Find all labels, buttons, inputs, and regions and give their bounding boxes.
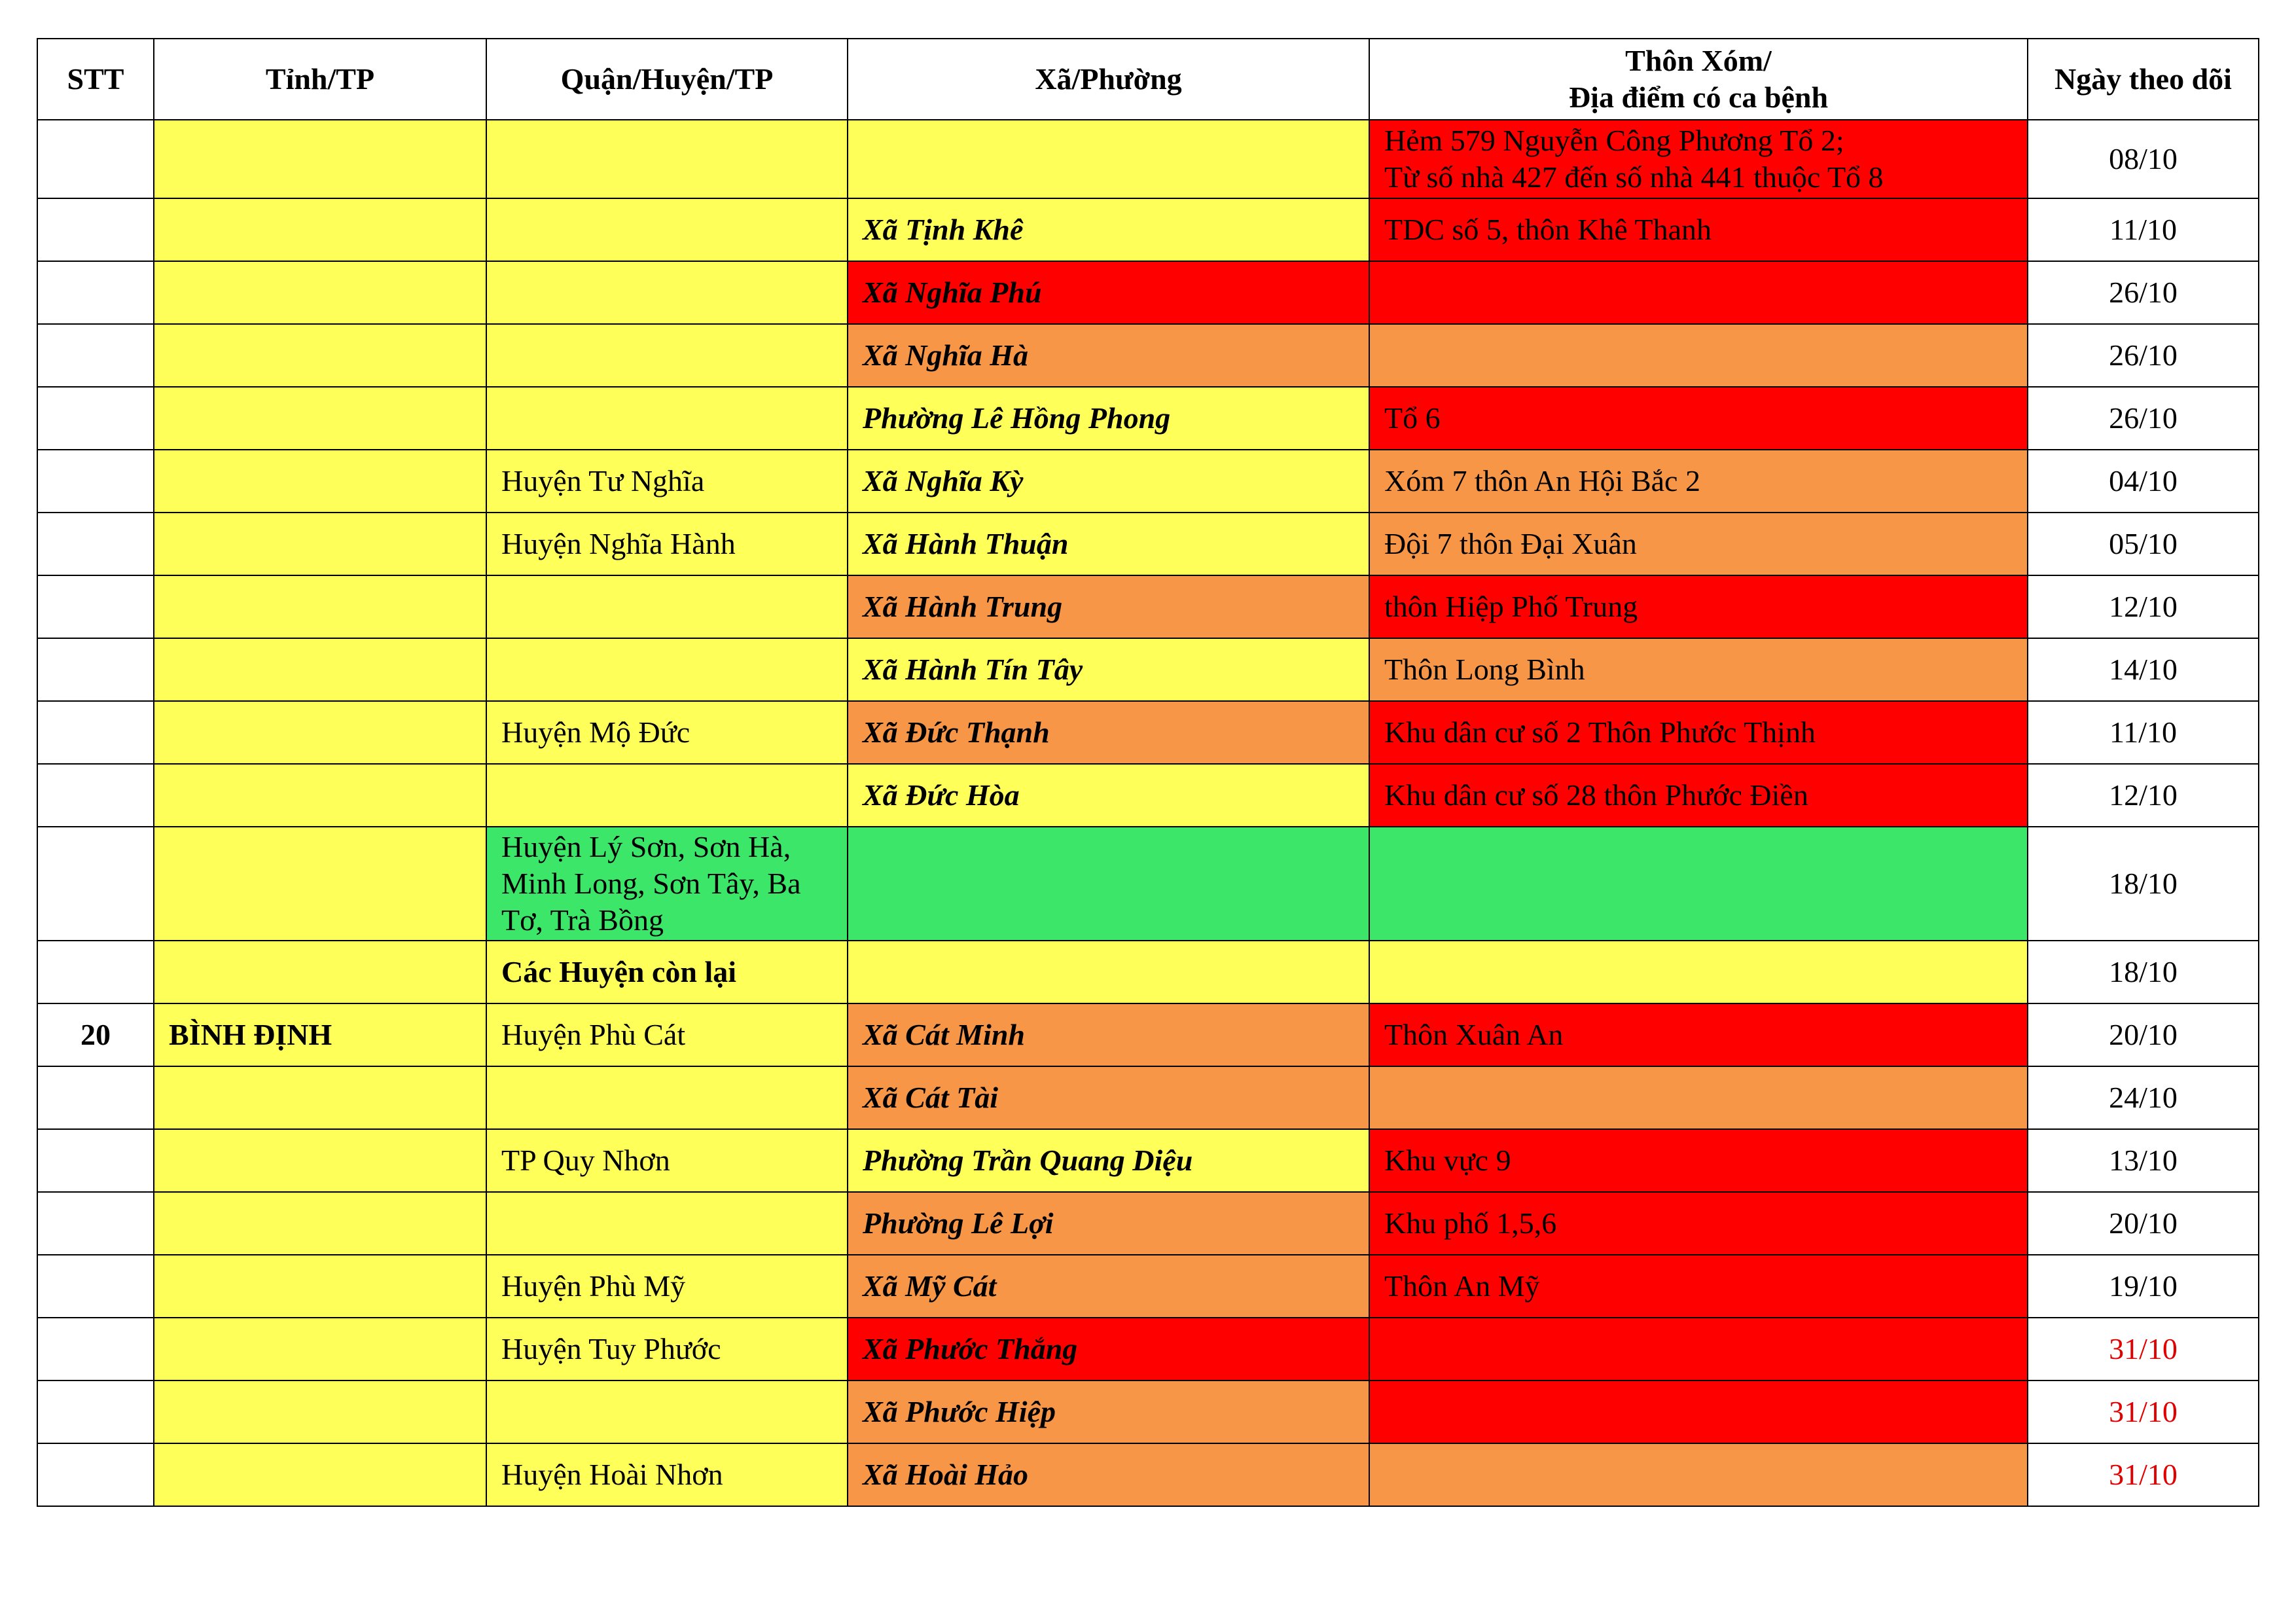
hamlet-cell: Hẻm 579 Nguyễn Công Phương Tổ 2; Từ số nhà 427 đến số nhà 441 thuộc Tổ 8 — [1369, 120, 2028, 198]
hamlet-cell: thôn Hiệp Phố Trung — [1369, 575, 2028, 638]
header-district: Quận/Huyện/TP — [486, 39, 848, 120]
district-cell — [486, 764, 848, 827]
province-cell — [154, 1066, 486, 1129]
table-row — [37, 638, 2259, 701]
stt-cell — [37, 1066, 154, 1129]
table-row — [37, 198, 2259, 261]
stt-cell — [37, 1318, 154, 1380]
date-cell: 12/10 — [2028, 764, 2259, 827]
province-cell — [154, 324, 486, 387]
table-row — [37, 450, 2259, 513]
table-row — [37, 701, 2259, 764]
stt-cell — [37, 1380, 154, 1443]
date-cell: 13/10 — [2028, 1129, 2259, 1192]
table-row — [37, 120, 2259, 198]
district-cell: TP Quy Nhơn — [486, 1129, 848, 1192]
commune-cell: Xã Hành Thuận — [848, 513, 1369, 575]
province-cell — [154, 261, 486, 324]
date-cell: 04/10 — [2028, 450, 2259, 513]
hamlet-cell: Khu dân cư số 28 thôn Phước Điền — [1369, 764, 2028, 827]
province-cell — [154, 387, 486, 450]
province-cell — [154, 120, 486, 198]
district-cell — [486, 387, 848, 450]
province-cell — [154, 1192, 486, 1255]
date-cell: 05/10 — [2028, 513, 2259, 575]
header-province: Tỉnh/TP — [154, 39, 486, 120]
hamlet-cell — [1369, 1380, 2028, 1443]
stt-cell — [37, 261, 154, 324]
hamlet-cell: Thôn Xuân An — [1369, 1003, 2028, 1066]
hamlet-cell — [1369, 324, 2028, 387]
table-row — [37, 1192, 2259, 1255]
stt-cell — [37, 387, 154, 450]
district-cell — [486, 575, 848, 638]
hamlet-cell: Khu dân cư số 2 Thôn Phước Thịnh — [1369, 701, 2028, 764]
stt-cell — [37, 198, 154, 261]
province-cell — [154, 941, 486, 1003]
commune-cell: Xã Phước Hiệp — [848, 1380, 1369, 1443]
header-row — [37, 39, 2259, 120]
commune-cell: Xã Cát Minh — [848, 1003, 1369, 1066]
stt-cell — [37, 1192, 154, 1255]
commune-cell: Xã Mỹ Cát — [848, 1255, 1369, 1318]
covid-tracking-table — [37, 38, 2259, 1507]
table-row — [37, 1318, 2259, 1380]
hamlet-cell: Đội 7 thôn Đại Xuân — [1369, 513, 2028, 575]
hamlet-cell: Thôn An Mỹ — [1369, 1255, 2028, 1318]
date-cell: 24/10 — [2028, 1066, 2259, 1129]
table-row — [37, 827, 2259, 941]
stt-cell — [37, 827, 154, 941]
commune-cell: Xã Cát Tài — [848, 1066, 1369, 1129]
commune-cell: Xã Nghĩa Kỳ — [848, 450, 1369, 513]
stt-cell — [37, 638, 154, 701]
commune-cell: Xã Phước Thắng — [848, 1318, 1369, 1380]
province-cell — [154, 638, 486, 701]
stt-cell — [37, 575, 154, 638]
table-row — [37, 1003, 2259, 1066]
date-cell: 31/10 — [2028, 1443, 2259, 1506]
table-body — [37, 120, 2259, 1506]
stt-cell — [37, 513, 154, 575]
stt-cell — [37, 120, 154, 198]
district-cell: Huyện Lý Sơn, Sơn Hà, Minh Long, Sơn Tây, Ba Tơ, Trà Bồng — [486, 827, 848, 941]
stt-cell: 20 — [37, 1003, 154, 1066]
province-cell — [154, 513, 486, 575]
stt-cell — [37, 1443, 154, 1506]
district-cell — [486, 1192, 848, 1255]
province-cell — [154, 575, 486, 638]
date-cell: 14/10 — [2028, 638, 2259, 701]
date-cell: 20/10 — [2028, 1003, 2259, 1066]
table-row — [37, 1066, 2259, 1129]
stt-cell — [37, 450, 154, 513]
commune-cell: Phường Lê Lợi — [848, 1192, 1369, 1255]
hamlet-cell — [1369, 1443, 2028, 1506]
table-row — [37, 513, 2259, 575]
date-cell: 12/10 — [2028, 575, 2259, 638]
commune-cell: Phường Trần Quang Diệu — [848, 1129, 1369, 1192]
table-row — [37, 941, 2259, 1003]
hamlet-cell: Khu vực 9 — [1369, 1129, 2028, 1192]
commune-cell — [848, 120, 1369, 198]
hamlet-cell — [1369, 941, 2028, 1003]
date-cell: 18/10 — [2028, 827, 2259, 941]
district-cell — [486, 198, 848, 261]
commune-cell: Xã Đức Thạnh — [848, 701, 1369, 764]
table-row — [37, 387, 2259, 450]
table-row — [37, 324, 2259, 387]
district-cell: Các Huyện còn lại — [486, 941, 848, 1003]
table-row — [37, 764, 2259, 827]
date-cell: 20/10 — [2028, 1192, 2259, 1255]
header-commune: Xã/Phường — [848, 39, 1369, 120]
hamlet-cell — [1369, 827, 2028, 941]
header-hamlet-line1: Thôn Xóm/ — [1625, 44, 1772, 77]
stt-cell — [37, 701, 154, 764]
date-cell: 11/10 — [2028, 701, 2259, 764]
commune-cell: Xã Hành Tín Tây — [848, 638, 1369, 701]
province-cell — [154, 1255, 486, 1318]
district-cell: Huyện Tư Nghĩa — [486, 450, 848, 513]
commune-cell — [848, 827, 1369, 941]
table-row — [37, 575, 2259, 638]
district-cell — [486, 1066, 848, 1129]
date-cell: 11/10 — [2028, 198, 2259, 261]
date-cell: 08/10 — [2028, 120, 2259, 198]
district-cell: Huyện Hoài Nhơn — [486, 1443, 848, 1506]
district-cell — [486, 261, 848, 324]
hamlet-cell — [1369, 1066, 2028, 1129]
province-cell — [154, 198, 486, 261]
province-cell — [154, 701, 486, 764]
date-cell: 19/10 — [2028, 1255, 2259, 1318]
stt-cell — [37, 1129, 154, 1192]
province-cell: BÌNH ĐỊNH — [154, 1003, 486, 1066]
district-cell — [486, 324, 848, 387]
commune-cell: Xã Đức Hòa — [848, 764, 1369, 827]
stt-cell — [37, 1255, 154, 1318]
district-cell — [486, 638, 848, 701]
hamlet-cell: Khu phố 1,5,6 — [1369, 1192, 2028, 1255]
table-row — [37, 1380, 2259, 1443]
district-cell — [486, 1380, 848, 1443]
hamlet-cell: Thôn Long Bình — [1369, 638, 2028, 701]
province-cell — [154, 1318, 486, 1380]
date-cell: 26/10 — [2028, 261, 2259, 324]
table-row — [37, 261, 2259, 324]
header-hamlet-line2: Địa điểm có ca bệnh — [1568, 81, 1829, 114]
province-cell — [154, 1380, 486, 1443]
commune-cell: Xã Nghĩa Phú — [848, 261, 1369, 324]
province-cell — [154, 1443, 486, 1506]
district-cell: Huyện Phù Cát — [486, 1003, 848, 1066]
header-hamlet — [1369, 39, 2028, 120]
commune-cell: Phường Lê Hồng Phong — [848, 387, 1369, 450]
hamlet-cell — [1369, 261, 2028, 324]
hamlet-cell: Tổ 6 — [1369, 387, 2028, 450]
hamlet-cell — [1369, 1318, 2028, 1380]
header-stt: STT — [37, 39, 154, 120]
commune-cell: Xã Hoài Hảo — [848, 1443, 1369, 1506]
commune-cell — [848, 941, 1369, 1003]
province-cell — [154, 827, 486, 941]
district-cell: Huyện Mộ Đức — [486, 701, 848, 764]
province-cell — [154, 1129, 486, 1192]
province-cell — [154, 764, 486, 827]
hamlet-cell: TDC số 5, thôn Khê Thanh — [1369, 198, 2028, 261]
table-row — [37, 1255, 2259, 1318]
table-row — [37, 1443, 2259, 1506]
commune-cell: Xã Nghĩa Hà — [848, 324, 1369, 387]
district-cell: Huyện Phù Mỹ — [486, 1255, 848, 1318]
date-cell: 26/10 — [2028, 387, 2259, 450]
district-cell — [486, 120, 848, 198]
hamlet-cell: Xóm 7 thôn An Hội Bắc 2 — [1369, 450, 2028, 513]
province-cell — [154, 450, 486, 513]
stt-cell — [37, 324, 154, 387]
district-cell: Huyện Nghĩa Hành — [486, 513, 848, 575]
date-cell: 18/10 — [2028, 941, 2259, 1003]
stt-cell — [37, 941, 154, 1003]
commune-cell: Xã Hành Trung — [848, 575, 1369, 638]
date-cell: 31/10 — [2028, 1380, 2259, 1443]
commune-cell: Xã Tịnh Khê — [848, 198, 1369, 261]
stt-cell — [37, 764, 154, 827]
table-row — [37, 1129, 2259, 1192]
date-cell: 26/10 — [2028, 324, 2259, 387]
date-cell: 31/10 — [2028, 1318, 2259, 1380]
district-cell: Huyện Tuy Phước — [486, 1318, 848, 1380]
header-date: Ngày theo dõi — [2028, 39, 2259, 120]
